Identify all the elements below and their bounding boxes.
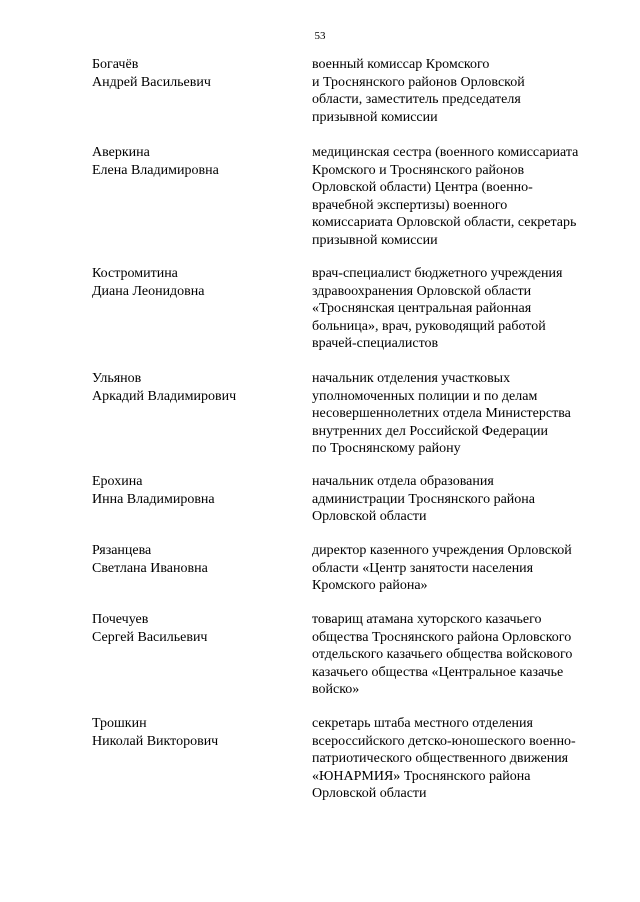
role-line: Кромского и Троснянского районов [312, 162, 525, 178]
role-line: казачьего общества «Центральное казачье [312, 664, 564, 680]
role-line: товарищ атамана хуторского казачьего [312, 612, 542, 627]
member-given-names: Инна Владимировна [92, 491, 215, 507]
role-line: врачебной экспертизы) военного [312, 197, 508, 213]
role-line: начальник отделения участковых [312, 371, 511, 386]
role-line: комиссариата Орловской области, секретарь [312, 215, 577, 231]
role-line: Орловской области) Центра (военно- [312, 180, 533, 196]
role-line: призывной комиссии [312, 109, 438, 125]
role-line: несовершеннолетних отдела Министерства [312, 406, 571, 422]
role-line: патриотического общественного движения [312, 751, 569, 767]
member-surname: Ульянов [92, 371, 142, 386]
member-name [92, 715, 307, 750]
member-role [312, 144, 612, 250]
role-line: призывной комиссии [312, 232, 438, 248]
member-name [92, 370, 307, 405]
member-surname: Костромитина [92, 266, 178, 281]
role-line: врач-специалист бюджетного учреждения [312, 266, 563, 281]
role-line: здравоохранения Орловской области [312, 283, 532, 299]
role-line: общества Троснянского района Орловского [312, 629, 572, 645]
role-line: директор казенного учреждения Орловской [312, 543, 572, 558]
role-line: начальник отдела образования [312, 474, 494, 489]
role-line: Орловской области [312, 509, 427, 525]
member-name [92, 144, 307, 179]
member-role [312, 265, 612, 353]
role-line: области, заместитель председателя [312, 92, 521, 108]
member-name [92, 542, 307, 577]
member-given-names: Елена Владимировна [92, 162, 219, 178]
member-name [92, 611, 307, 646]
role-line: секретарь штаба местного отделения [312, 716, 533, 731]
member-role [312, 715, 612, 803]
role-line: больница», врач, руководящий работой [312, 318, 546, 334]
member-role [312, 611, 612, 699]
member-surname: Почечуев [92, 612, 149, 627]
member-name [92, 473, 307, 508]
member-given-names: Андрей Васильевич [92, 74, 211, 90]
member-role [312, 56, 612, 126]
role-line: внутренних дел Российской Федерации [312, 423, 549, 439]
member-role [312, 542, 612, 595]
member-given-names: Аркадий Владимирович [92, 388, 237, 404]
member-role [312, 370, 612, 458]
member-given-names: Сергей Васильевич [92, 629, 208, 645]
member-surname: Богачёв [92, 57, 139, 72]
role-line: «ЮНАРМИЯ» Троснянского района [312, 768, 531, 784]
role-line: врачей-специалистов [312, 336, 439, 352]
member-surname: Аверкина [92, 145, 150, 160]
role-line: уполномоченных полиции и по делам [312, 388, 538, 404]
role-line: медицинская сестра (военного комиссариата [312, 145, 579, 160]
role-line: войско» [312, 682, 360, 698]
member-surname: Трошкин [92, 716, 147, 731]
role-line: Орловской области [312, 786, 427, 802]
member-surname: Ерохина [92, 474, 143, 489]
role-line: Кромского района» [312, 578, 428, 594]
role-line: администрации Троснянского района [312, 491, 535, 507]
member-given-names: Диана Леонидовна [92, 283, 205, 299]
role-line: военный комиссар Кромского [312, 57, 490, 72]
role-line: по Троснянскому району [312, 441, 461, 457]
role-line: «Троснянская центральная районная [312, 301, 532, 317]
member-given-names: Николай Викторович [92, 733, 219, 749]
role-line: отдельского казачьего общества войскового [312, 647, 573, 663]
role-line: области «Центр занятости населения [312, 560, 534, 576]
role-line: всероссийского детско-юношеского военно- [312, 733, 576, 749]
page-number: 53 [314, 30, 326, 42]
member-name [92, 265, 307, 300]
member-given-names: Светлана Ивановна [92, 560, 208, 576]
member-surname: Рязанцева [92, 543, 152, 558]
role-line: и Троснянского районов Орловской [312, 74, 525, 90]
member-name [92, 56, 307, 91]
member-role [312, 473, 612, 526]
